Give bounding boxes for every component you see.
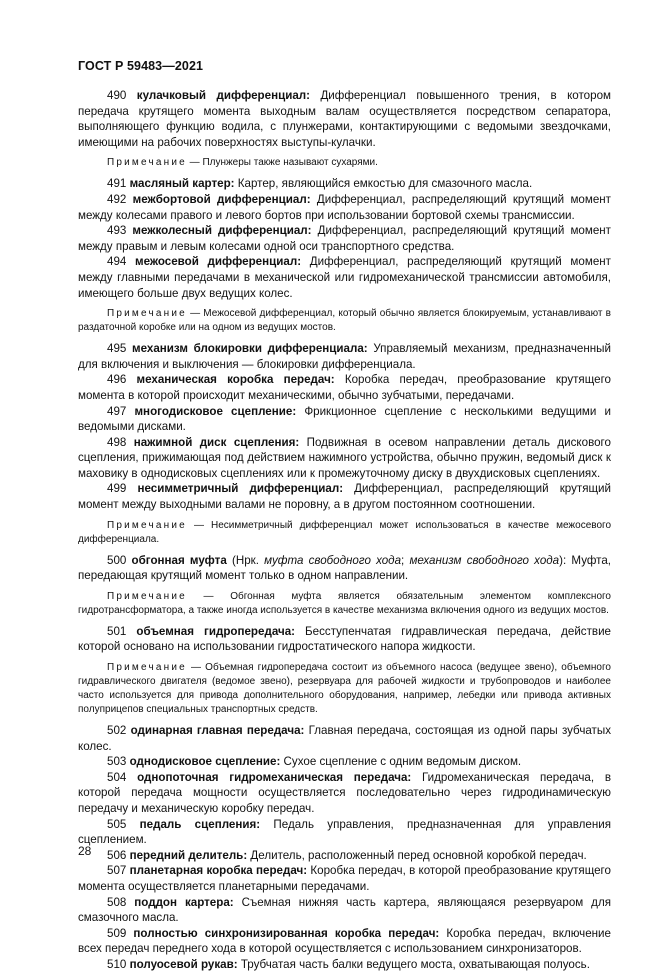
term-name: нажимной диск сцепления:: [133, 435, 300, 449]
term-number: 510: [107, 957, 127, 971]
term-entry: [78, 404, 611, 435]
term-name: педаль сцепления:: [139, 817, 261, 831]
term-number: 493: [107, 224, 127, 238]
note-label: Примечание: [107, 157, 187, 169]
term-entry: [78, 926, 611, 957]
term-definition: Главная передача, состоящая из одной пары зубчатых колес.: [78, 724, 611, 753]
term-entry: [78, 754, 611, 770]
term-alt: механизм свободного хода: [409, 553, 560, 567]
term-number: 506: [107, 848, 127, 862]
term-number: 501: [107, 624, 127, 638]
term-name: масляный картер:: [129, 177, 235, 191]
note-label: Примечание: [107, 662, 187, 674]
note-paragraph: [78, 519, 611, 547]
term-number: 492: [107, 192, 127, 206]
term-definition: Гидромеханическая передача, в которой передача мощности осуществляется последовательно через гидродинамическую передачу и механическую коробку передач.: [78, 770, 611, 815]
term-entry: [78, 254, 611, 301]
term-definition: Дифференциал, распределяющий крутящий момент между главными передачами в механической или гидромеханической трансмиссии автомобиля, имеющего больше двух ведущих колес.: [78, 255, 611, 300]
term-entry: [78, 863, 611, 894]
term-number: 500: [107, 553, 127, 567]
document-body: [78, 88, 611, 973]
term-entry: [78, 88, 611, 150]
term-entry: [78, 848, 611, 864]
term-entry: [78, 372, 611, 403]
term-entry: [78, 341, 611, 372]
note-text: — Объемная гидропередача состоит из объемного насоса (ведущее звено), объемного гидравлического двигателя (ведомое звено), резервуара для рабочей жидкости и трубопроводов и наиболее часто используется для привода дополнительного оборудования, например, лебедки или привода активных полуприцепов специальных транспортных средств.: [78, 662, 611, 716]
term-definition: Коробка передач, преобразование крутящего момента в которой происходит механическими, обычно зубчатыми, передачами.: [78, 373, 611, 402]
term-number: 504: [107, 770, 127, 784]
term-definition: Подвижная в осевом направлении деталь дискового сцепления, прижимающая под действием нажимного устройства, обычно пружин, ведомый диск к маховику в однодисковых сцеплениях или к промежуточному диску в двухдисковых сцеплениях.: [78, 435, 611, 480]
term-name: несимметричный дифференциал:: [137, 482, 344, 496]
term-entry: [78, 895, 611, 926]
term-definition: Педаль управления, предназначенная для управления сцеплением.: [78, 817, 611, 847]
term-definition: ): Муфта, передающая крутящий момент только в одном направлении.: [78, 553, 611, 583]
term-entry: [78, 192, 611, 223]
term-name: многодисковое сцепление:: [134, 404, 297, 418]
term-entry: [78, 176, 611, 192]
term-number: 507: [107, 864, 127, 878]
page-number: 28: [78, 844, 92, 858]
term-alt: муфта свободного хода: [264, 553, 402, 567]
term-definition: Съемная нижняя часть картера, являющаяся резервуаром для смазочного масла.: [78, 895, 611, 925]
term-name: механизм блокировки дифференциала:: [132, 342, 368, 356]
term-name: однопоточная гидромеханическая передача:: [137, 770, 412, 784]
note-text: — Несимметричный дифференциал может использоваться в качестве межосевого дифференциала.: [78, 519, 611, 545]
term-name: передний делитель:: [129, 848, 248, 862]
term-name: межбортовой дифференциал:: [132, 192, 311, 206]
term-number: 491: [107, 177, 127, 191]
term-entry: [78, 481, 611, 512]
term-name: поддон картера:: [134, 895, 234, 909]
term-name: планетарная коробка передач:: [129, 864, 308, 878]
term-name: полностью синхронизированная коробка передач:: [133, 926, 440, 940]
term-entry: [78, 624, 611, 655]
term-definition: Делитель, расположенный перед основной коробкой передач.: [247, 848, 587, 862]
term-definition: Коробка передач, включение всех передач переднего хода в которой осуществляется с использованием синхронизаторов.: [78, 926, 611, 956]
note-label: Примечание: [107, 590, 187, 602]
term-number: 508: [107, 895, 127, 909]
term-number: 498: [107, 435, 127, 449]
note-paragraph: [78, 156, 611, 170]
document-header: ГОСТ Р 59483—2021: [78, 59, 204, 73]
term-definition: Картер, являющийся емкостью для смазочного масла.: [234, 177, 533, 191]
note-label: Примечание: [107, 308, 187, 320]
term-entry: [78, 435, 611, 482]
term-definition: Коробка передач, в которой преобразование крутящего момента осуществляется планетарными передачами.: [78, 864, 611, 893]
term-name: одинарная главная передача:: [130, 724, 305, 738]
term-name: кулачковый дифференциал:: [136, 89, 311, 102]
term-name: обгонная муфта: [131, 553, 227, 567]
term-name: полуосевой рукав:: [129, 957, 238, 971]
note-label: Примечание: [107, 519, 187, 531]
term-entry: [78, 770, 611, 817]
term-entry: [78, 957, 611, 973]
term-pre: (Нрк.: [226, 553, 265, 567]
term-number: 509: [107, 926, 127, 940]
note-paragraph: [78, 661, 611, 717]
note-paragraph: [78, 307, 611, 335]
term-number: 503: [107, 755, 127, 769]
term-number: 499: [107, 482, 127, 496]
term-number: 490: [107, 89, 127, 102]
term-number: 502: [107, 724, 127, 738]
term-number: 495: [107, 342, 127, 356]
term-definition: Фрикционное сцепление с несколькими ведущими и ведомыми дисками.: [78, 404, 611, 434]
term-name: объемная гидропередача:: [136, 624, 296, 638]
term-name: межколесный дифференциал:: [132, 224, 312, 238]
term-definition: Управляемый механизм, предназначенный для включения и выключения — блокировки дифференциала.: [78, 342, 611, 371]
term-definition: Дифференциал, распределяющий крутящий момент между правым и левым колесами одной оси транспортного средства.: [78, 224, 611, 253]
term-name: механическая коробка передач:: [136, 373, 335, 387]
term-number: 505: [107, 817, 127, 831]
term-definition: Бесступенчатая гидравлическая передача, действие которой основано на использовании гидростатического напора жидкости.: [78, 624, 611, 654]
term-definition: Дифференциал повышенного трения, в котором передача крутящего момента выходным валам осуществляется посредством сепаратора, выполняющего функцию водила, с плунжерами, контактирующими с ведомыми звездочками, имеющими на рабочих поверхностях выступы-кулачки.: [78, 89, 611, 149]
term-entry: [78, 817, 611, 848]
term-name: однодисковое сцепление:: [129, 755, 281, 769]
term-entry: [78, 553, 611, 584]
term-entry: [78, 723, 611, 754]
term-definition: Дифференциал, распределяющий крутящий момент между выходными валами не поровну, а в другом постоянном соотношении.: [78, 482, 611, 512]
note-text: — Межосевой дифференциал, который обычно является блокируемым, устанавливают в раздаточной коробке или на одном из ведущих мостов.: [78, 308, 611, 334]
term-number: 497: [107, 404, 127, 418]
note-text: — Обгонная муфта является обязательным элементом комплексного гидротрансформатора, а также иногда используется в качестве механизма включения одного из ведущих мостов.: [78, 590, 611, 616]
term-mid: ;: [401, 553, 410, 567]
term-definition: Трубчатая часть балки ведущего моста, охватывающая полуось.: [237, 957, 590, 971]
term-entry: [78, 223, 611, 254]
term-definition: Дифференциал, распределяющий крутящий момент между колесами правого и левого бортов при использовании бортовой схемы трансмиссии.: [78, 192, 611, 222]
note-text: — Плунжеры также называют сухарями.: [186, 157, 378, 169]
note-paragraph: [78, 590, 611, 618]
term-name: межосевой дифференциал:: [135, 255, 302, 269]
term-definition: Сухое сцепление с одним ведомым диском.: [280, 755, 522, 769]
term-number: 494: [107, 255, 127, 269]
term-number: 496: [107, 373, 127, 387]
